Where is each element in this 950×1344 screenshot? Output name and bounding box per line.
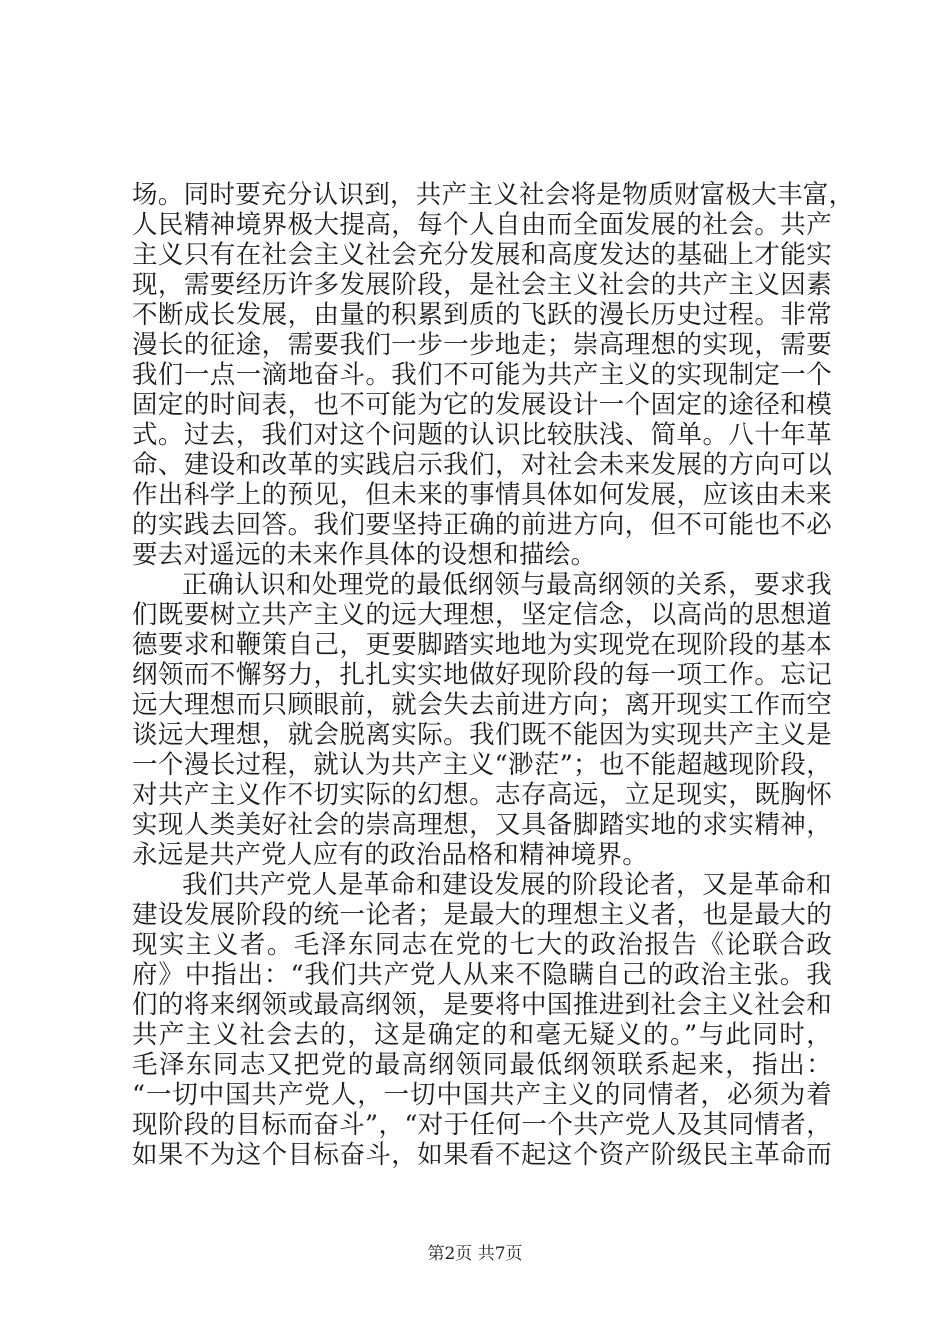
text-line: 德要求和鞭策自己，更要脚踏实地地为实现党在现阶段的基本 xyxy=(132,630,832,660)
text-line: 主义只有在社会主义社会充分发展和高度发达的基础上才能实 xyxy=(132,240,832,270)
text-line: 式。过去，我们对这个问题的认识比较肤浅、简单。八十年革 xyxy=(132,420,832,450)
text-line: 要去对遥远的未来作具体的设想和描绘。 xyxy=(132,540,597,570)
text-line: 纲领而不懈努力，扎扎实实地做好现阶段的每一项工作。忘记 xyxy=(132,660,832,690)
text-line: 们的将来纲领或最高纲领，是要将中国推进到社会主义社会和 xyxy=(132,990,832,1020)
paragraph-first-line: 我们共产党人是革命和建设发展的阶段论者，又是革命和 xyxy=(182,870,832,900)
text-line: 一个漫长过程，就认为共产主义“渺茫”；也不能超越现阶段， xyxy=(132,750,832,780)
body-text xyxy=(132,180,855,1170)
text-line: 漫长的征途，需要我们一步一步地走；崇高理想的实现，需要 xyxy=(132,330,832,360)
text-line: 我们一点一滴地奋斗。我们不可能为共产主义的实现制定一个 xyxy=(132,360,832,390)
text-line: 谈远大理想，就会脱离实际。我们既不能因为实现共产主义是 xyxy=(132,720,832,750)
text-line: 实现人类美好社会的崇高理想，又具备脚踏实地的求实精神， xyxy=(132,810,832,840)
text-line: 现阶段的目标而奋斗”，“对于任何一个共产党人及其同情者， xyxy=(132,1110,832,1140)
text-line: 命、建设和改革的实践启示我们，对社会未来发展的方向可以 xyxy=(132,450,832,480)
text-line: 固定的时间表，也不可能为它的发展设计一个固定的途径和模 xyxy=(132,390,832,420)
text-line: 府》中指出：“我们共产党人从来不隐瞒自己的政治主张。我 xyxy=(132,960,832,990)
text-line: “一切中国共产党人，一切中国共产主义的同情者，必须为着 xyxy=(132,1080,832,1110)
text-line: 们既要树立共产主义的远大理想，坚定信念，以高尚的思想道 xyxy=(132,600,832,630)
text-line: 的实践去回答。我们要坚持正确的前进方向，但不可能也不必 xyxy=(132,510,832,540)
page-number-footer: 第2页 共7页 xyxy=(427,1244,523,1264)
paragraph-first-line: 正确认识和处理党的最低纲领与最高纲领的关系，要求我 xyxy=(182,570,832,600)
text-line: 场。同时要充分认识到，共产主义社会将是物质财富极大丰富， xyxy=(132,180,855,210)
text-line: 共产主义社会去的，这是确定的和毫无疑义的。”与此同时， xyxy=(132,1020,832,1050)
text-line: 作出科学上的预见，但未来的事情具体如何发展，应该由未来 xyxy=(132,480,832,510)
text-line: 人民精神境界极大提高，每个人自由而全面发展的社会。共产 xyxy=(132,210,832,240)
text-line: 建设发展阶段的统一论者；是最大的理想主义者，也是最大的 xyxy=(132,900,832,930)
text-line: 如果不为这个目标奋斗，如果看不起这个资产阶级民主革命而 xyxy=(132,1140,832,1170)
text-line: 永远是共产党人应有的政治品格和精神境界。 xyxy=(132,840,649,870)
text-line: 不断成长发展，由量的积累到质的飞跃的漫长历史过程。非常 xyxy=(132,300,832,330)
text-line: 现实主义者。毛泽东同志在党的七大的政治报告《论联合政 xyxy=(132,930,832,960)
text-line: 现，需要经历许多发展阶段，是社会主义社会的共产主义因素 xyxy=(132,270,832,300)
text-line: 远大理想而只顾眼前，就会失去前进方向；离开现实工作而空 xyxy=(132,690,832,720)
text-line: 对共产主义作不切实际的幻想。志存高远，立足现实，既胸怀 xyxy=(132,780,832,810)
text-line: 毛泽东同志又把党的最高纲领同最低纲领联系起来，指出： xyxy=(132,1050,832,1080)
